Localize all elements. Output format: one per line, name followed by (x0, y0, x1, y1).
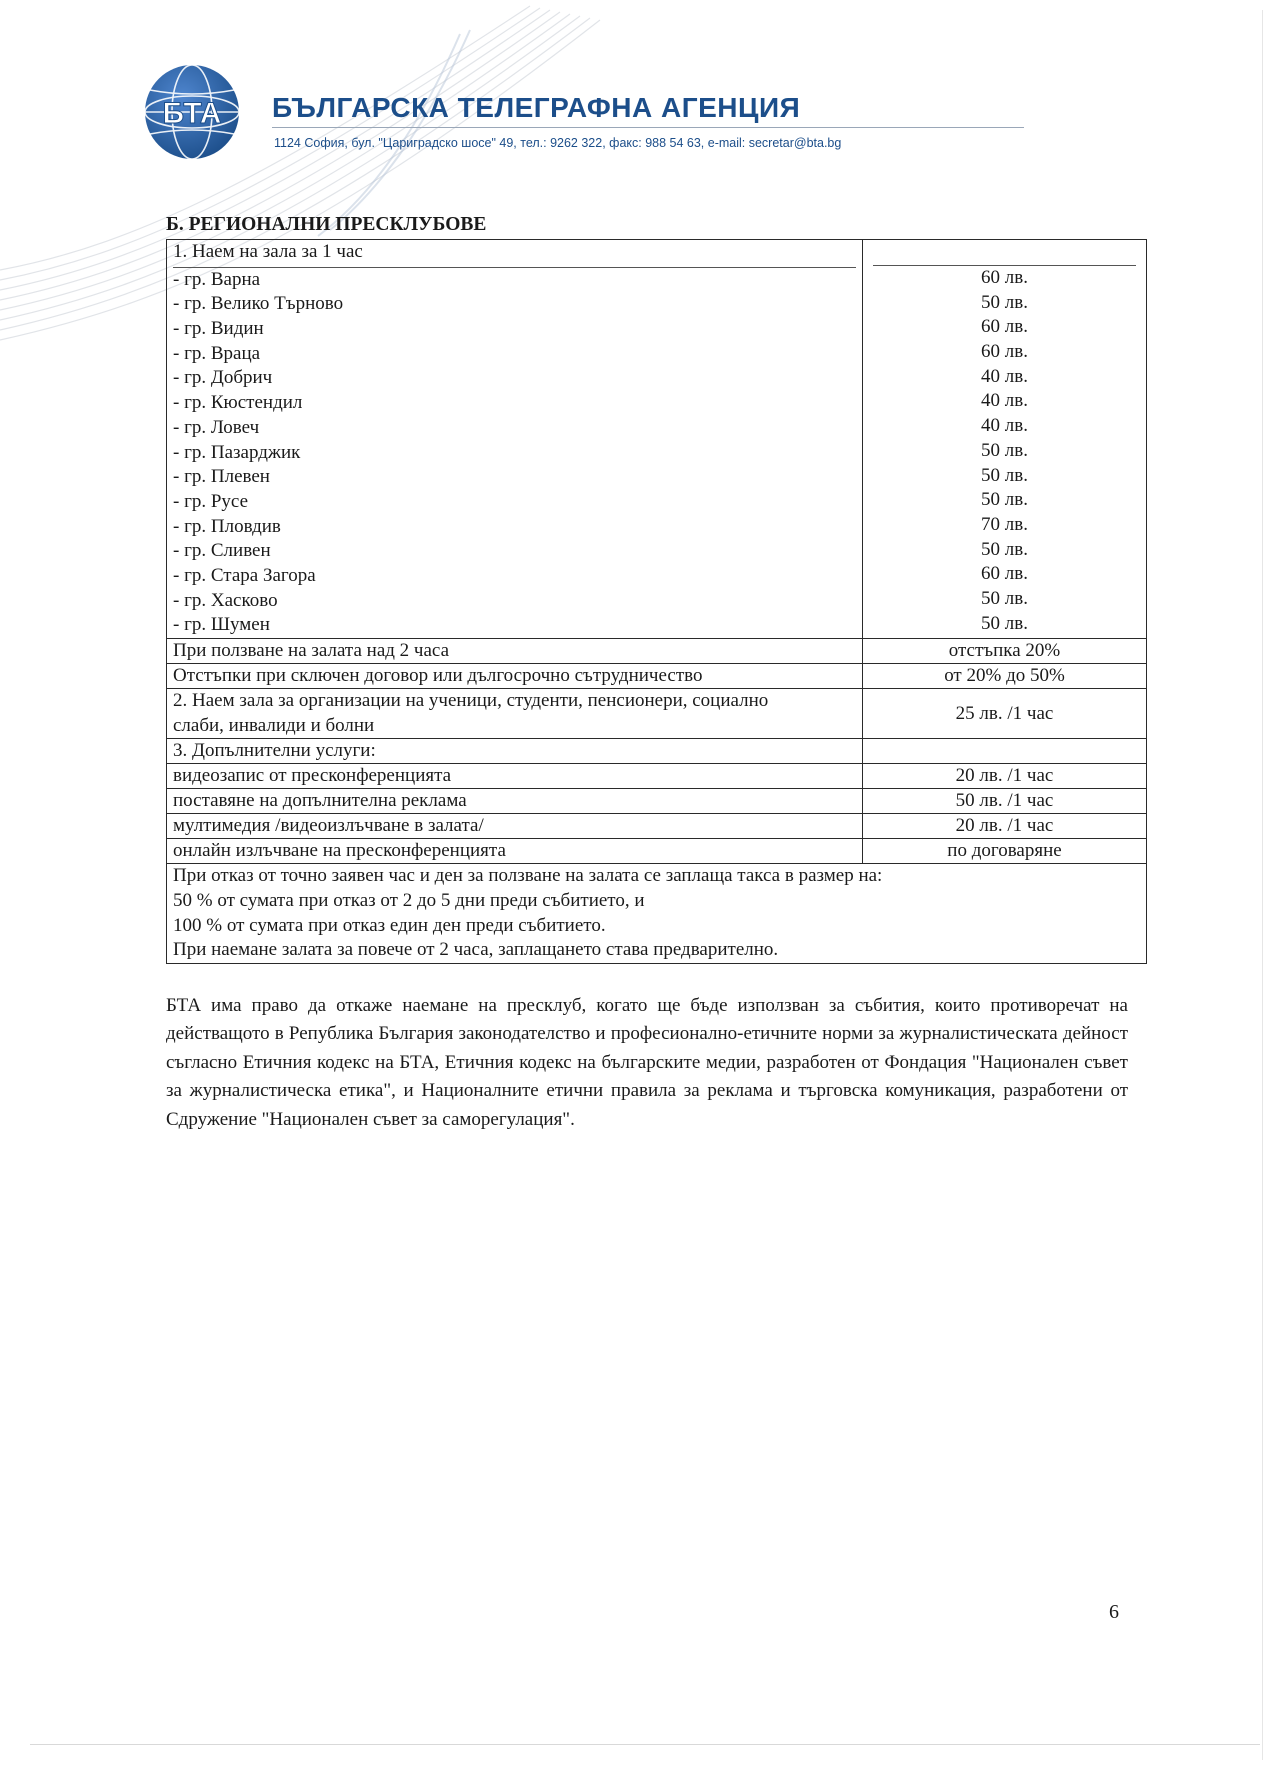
city-name: - гр. Шумен (173, 614, 270, 636)
city-name: - гр. Стара Загора (173, 564, 316, 586)
section-title: Б. РЕГИОНАЛНИ ПРЕСКЛУБОВЕ (166, 214, 487, 235)
table-row-hall-rent (167, 240, 1147, 639)
city-price: 40 лв. (981, 365, 1028, 387)
city-name: - гр. Ловеч (173, 416, 260, 438)
city-price-list (869, 266, 1140, 636)
price-table (166, 239, 1147, 964)
city-price: 50 лв. (981, 587, 1028, 609)
table-row (167, 664, 1147, 689)
city-name: - гр. Русе (173, 490, 249, 512)
city-name: - гр. Плевен (173, 466, 270, 488)
table-row (167, 839, 1147, 864)
table-row (167, 764, 1147, 789)
note-line: 100 % от сумата при отказ един ден преди събитието. (173, 914, 606, 936)
city-price: 50 лв. (981, 464, 1028, 486)
city-name: - гр. Добрич (173, 367, 273, 389)
cities-cell (167, 240, 863, 639)
city-name: - гр. Враца (173, 342, 261, 364)
service-price: по договаряне (863, 839, 1147, 864)
header-rule (272, 127, 1024, 128)
service-name: мултимедия /видеоизлъчване в залата/ (167, 814, 863, 839)
page-edge-bottom (30, 1744, 1260, 1745)
city-price: 60 лв. (981, 316, 1028, 338)
organizations-value: 25 лв. /1 час (863, 689, 1147, 739)
city-list (173, 268, 856, 638)
table-row (167, 639, 1147, 664)
city-price: 70 лв. (981, 513, 1028, 535)
bta-globe-logo (126, 62, 258, 162)
city-name: - гр. Пловдив (173, 515, 281, 537)
organizations-label (167, 689, 863, 739)
city-price: 40 лв. (981, 415, 1028, 437)
terms-paragraph: БТА има право да откаже наемане на пресклуб, когато ще бъде използван за събития, които противоречат на действащото в Република България законодателство и професионално-етичните норми за журналистическата дейност съгласно Етичния кодекс на БТА, Етичния кодекс на българските медии, разработен от Фондация "Национален съвет за журналистическа етика", и Националните етични правила за реклама и търговска комуникация, разработени от Сдружение "Национален съвет за саморегулация". (166, 995, 1128, 1130)
note-line: При наемане залата за повече от 2 часа, заплащането става предварително. (173, 939, 779, 961)
service-name: видеозапис от пресконференцията (167, 764, 863, 789)
service-price: 50 лв. /1 час (863, 789, 1147, 814)
agency-name: БЪЛГАРСКА ТЕЛЕГРАФНА АГЕНЦИЯ (272, 92, 801, 123)
city-name: - гр. Кюстендил (173, 392, 303, 414)
city-name: - гр. Велико Търново (173, 293, 344, 315)
prices-cell (863, 240, 1147, 639)
contract-discount-label: Отстъпки при сключен договор или дългосрочно сътрудничество (167, 664, 863, 689)
city-price: 40 лв. (981, 390, 1028, 412)
additional-services-label: 3. Допълнителни услуги: (167, 739, 863, 764)
city-price: 50 лв. (981, 439, 1028, 461)
city-price: 50 лв. (981, 291, 1028, 313)
note-line: При отказ от точно заявен час и ден за ползване на залата се заплаща такса в размер на: (173, 865, 883, 887)
contract-discount-value: от 20% до 50% (863, 664, 1147, 689)
city-name: - гр. Сливен (173, 540, 271, 562)
service-name: онлайн излъчване на пресконференцията (167, 839, 863, 864)
table-row (167, 689, 1147, 739)
table-row (167, 789, 1147, 814)
page-edge-right (1262, 10, 1263, 1760)
over-two-hours-label: При ползване на залата над 2 часа (167, 639, 863, 664)
city-name: - гр. Хасково (173, 589, 278, 611)
organizations-label-line2: слаби, инвалиди и болни (173, 714, 375, 736)
city-price: 60 лв. (981, 341, 1028, 363)
logo-text: БТА (162, 97, 222, 130)
service-price: 20 лв. /1 час (863, 814, 1147, 839)
city-price: 50 лв. (981, 612, 1028, 634)
city-price: 50 лв. (981, 489, 1028, 511)
city-name: - гр. Пазарджик (173, 441, 301, 463)
agency-address: 1124 София, бул. "Цариградско шосе" 49, тел.: 9262 322, факс: 988 54 63, e-mail: secretar@bta.bg (274, 136, 842, 150)
cancellation-notes (167, 864, 1147, 964)
city-name: - гр. Варна (173, 268, 261, 290)
note-line: 50 % от сумата при отказ от 2 до 5 дни преди събитието, и (173, 890, 645, 912)
over-two-hours-value: отстъпка 20% (863, 639, 1147, 664)
organizations-label-line1: 2. Наем зала за организации на ученици, студенти, пенсионери, социално (173, 690, 769, 711)
city-name: - гр. Видин (173, 318, 264, 340)
city-price: 60 лв. (981, 563, 1028, 585)
table-row-notes (167, 864, 1147, 964)
hall-rent-label: 1. Наем на зала за 1 час (173, 241, 363, 262)
service-price: 20 лв. /1 час (863, 764, 1147, 789)
additional-services-empty (863, 739, 1147, 764)
table-row (167, 814, 1147, 839)
page-number: 6 (1109, 1601, 1119, 1623)
city-price: 60 лв. (981, 267, 1028, 288)
city-price: 50 лв. (981, 538, 1028, 560)
service-name: поставяне на допълнителна реклама (167, 789, 863, 814)
table-row (167, 739, 1147, 764)
